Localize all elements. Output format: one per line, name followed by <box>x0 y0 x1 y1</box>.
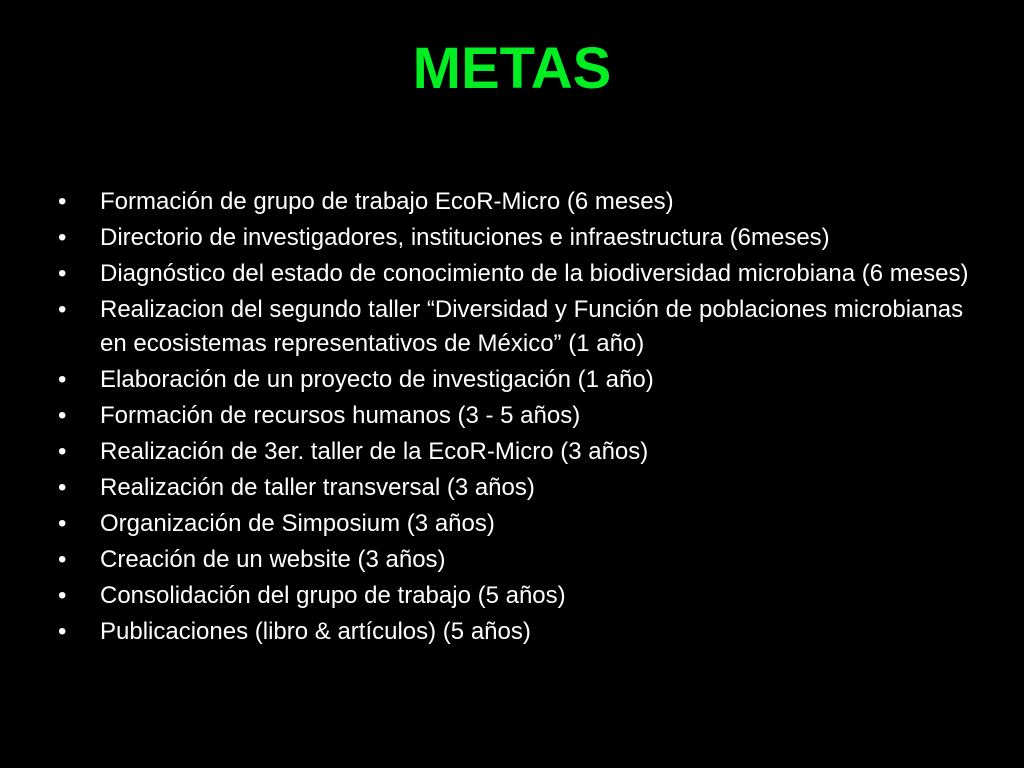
bullet-icon: • <box>58 402 67 429</box>
bullet-text: Elaboración de un proyecto de investigación (1 año) <box>100 366 654 393</box>
bullet-icon: • <box>58 438 67 465</box>
bullet-icon: • <box>58 224 67 251</box>
bullet-icon: • <box>58 296 67 323</box>
bullet-list <box>58 185 988 651</box>
bullet-item <box>58 221 988 255</box>
bullet-text: Organización de Simposium (3 años) <box>100 510 495 537</box>
bullet-text: Consolidación del grupo de trabajo (5 años) <box>100 582 566 609</box>
bullet-icon: • <box>58 260 67 287</box>
bullet-item <box>58 363 988 397</box>
bullet-icon: • <box>58 582 67 609</box>
bullet-icon: • <box>58 618 67 645</box>
bullet-item <box>58 257 988 291</box>
bullet-item <box>58 185 988 219</box>
bullet-text: Realización de taller transversal (3 años) <box>100 474 535 501</box>
bullet-item <box>58 615 988 649</box>
bullet-text: Directorio de investigadores, instituciones e infraestructura (6meses) <box>100 224 830 251</box>
bullet-item <box>58 293 988 361</box>
bullet-text: Realizacion del segundo taller “Diversidad y Función de poblaciones microbianas en ecosistemas representativos de México” (1 año) <box>100 296 964 357</box>
slide-title: METAS <box>412 36 612 101</box>
bullet-icon: • <box>58 510 67 537</box>
bullet-item <box>58 579 988 613</box>
bullet-item <box>58 507 988 541</box>
bullet-text: Formación de grupo de trabajo EcoR-Micro (6 meses) <box>100 188 674 215</box>
bullet-text: Formación de recursos humanos (3 - 5 años) <box>100 402 581 429</box>
bullet-text: Realización de 3er. taller de la EcoR-Micro (3 años) <box>100 438 649 465</box>
bullet-icon: • <box>58 366 67 393</box>
bullet-text: Publicaciones (libro & artículos) (5 años) <box>100 618 531 645</box>
bullet-icon: • <box>58 474 67 501</box>
bullet-item <box>58 399 988 433</box>
bullet-text: Diagnóstico del estado de conocimiento de la biodiversidad microbiana (6 meses) <box>100 260 969 287</box>
bullet-icon: • <box>58 546 67 573</box>
bullet-item <box>58 543 988 577</box>
bullet-text: Creación de un website (3 años) <box>100 546 446 573</box>
bullet-item <box>58 435 988 469</box>
bullet-item <box>58 471 988 505</box>
bullet-icon: • <box>58 188 67 215</box>
